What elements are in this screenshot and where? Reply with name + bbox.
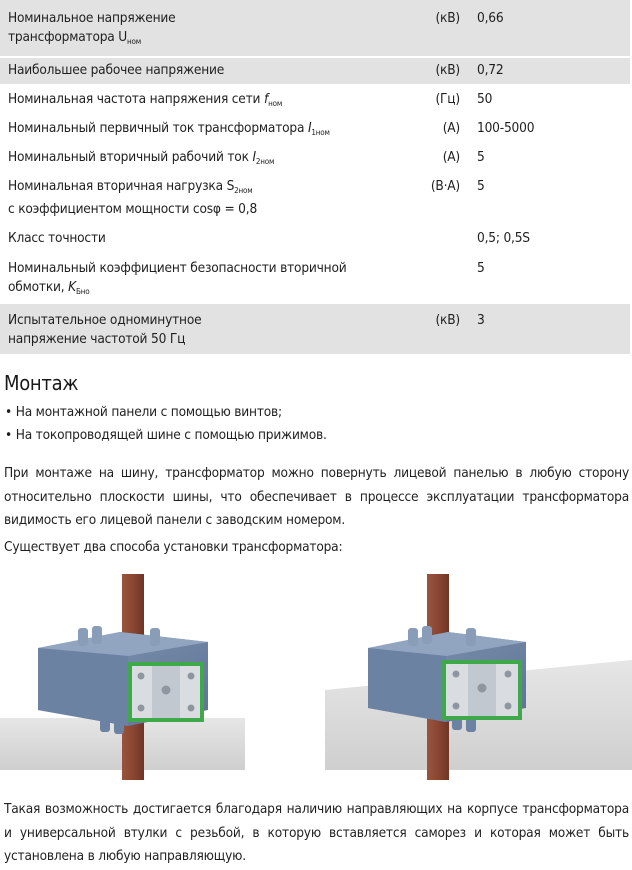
panel-mount-illustration (325, 574, 632, 780)
spec-value: 50 (477, 91, 493, 107)
spec-value: 100-5000 (477, 120, 535, 136)
spec-label: Номинальный первичный ток трансформатора (8, 120, 308, 136)
spec-label: трансформатора U (8, 29, 128, 45)
spec-row-test-voltage (0, 304, 630, 354)
busbar-mount-illustration (0, 574, 245, 780)
spec-unit: (кВ) (435, 10, 460, 26)
spec-row-max-voltage (0, 58, 630, 84)
bullet-item: • На токопроводящей шине с помощью прижимов. (5, 427, 327, 443)
spec-value: 3 (477, 312, 485, 328)
spec-label: Номинальный коэффициент безопасности вторичной (8, 260, 347, 276)
spec-row-rated-voltage (0, 0, 630, 56)
spec-label: Номинальная вторичная нагрузка S (8, 178, 235, 194)
spec-symbol: f (264, 91, 269, 107)
spec-label: Номинальная частота напряжения сети (8, 91, 264, 107)
spec-label: напряжение частотой 50 Гц (8, 331, 186, 347)
spec-row-secondary-load (0, 171, 630, 223)
spec-label: Наибольшее рабочее напряжение (8, 62, 225, 78)
spec-unit: (кВ) (435, 312, 460, 328)
spec-table (0, 0, 632, 354)
spec-label: обмотки, (8, 279, 69, 295)
spec-symbol: I (252, 149, 256, 165)
transformer-illustrations (0, 570, 632, 780)
spec-unit: (А) (442, 120, 460, 136)
spec-unit: (А) (442, 149, 460, 165)
spec-row-safety-factor (0, 253, 630, 304)
spec-row-secondary-current (0, 142, 630, 171)
paragraph-rotation: При монтаже на шину, трансформатор можно повернуть лицевой панелью в любую сторону относительно плоскости шины, что обеспечивает в процессе эксплуатации трансформатора видимость его лицевой панели с заводским номером. (4, 465, 629, 528)
spec-label: с коэффициентом мощности cosφ = 0,8 (8, 201, 258, 217)
mounting-bullets (5, 401, 327, 447)
spec-value: 0,72 (477, 62, 504, 78)
spec-label: Испытательное одноминутное (8, 312, 202, 328)
spec-unit: (кВ) (435, 62, 460, 78)
spec-subscript: 1ном (311, 128, 330, 137)
spec-label: Номинальный вторичный рабочий ток (8, 149, 253, 165)
spec-symbol: K (68, 279, 76, 295)
spec-value: 5 (477, 260, 485, 276)
paragraph-install-methods: Существует два способа установки трансформатора: (4, 539, 343, 555)
spec-row-primary-current (0, 113, 630, 142)
spec-label: Номинальное напряжение (8, 10, 176, 26)
spec-subscript: 2ном (255, 157, 275, 166)
spec-value: 5 (477, 178, 485, 194)
spec-value: 0,66 (477, 10, 504, 26)
spec-symbol: I (307, 120, 312, 136)
spec-unit: (Гц) (435, 91, 460, 107)
spec-subscript: Бно (75, 287, 90, 296)
spec-subscript: 2ном (234, 186, 253, 195)
spec-row-accuracy-class (0, 223, 630, 253)
spec-label: Класс точности (8, 230, 106, 246)
spec-value: 0,5; 0,5S (477, 230, 530, 246)
spec-subscript: ном (268, 99, 283, 108)
paragraph-guides: Такая возможность достигается благодаря наличию направляющих на корпусе трансформатора и универсальной втулки с резьбой, в которую вставляется саморез и которая может быть установлена в любую направляющую. (4, 801, 629, 864)
spec-value: 5 (477, 149, 485, 165)
spec-unit: (В·А) (430, 178, 460, 194)
section-title-mounting: Монтаж (4, 371, 79, 395)
installation-illustrations (0, 570, 632, 780)
spec-row-frequency (0, 84, 630, 113)
bullet-item: • На монтажной панели с помощью винтов; (5, 404, 282, 420)
spec-subscript: ном (127, 37, 141, 46)
